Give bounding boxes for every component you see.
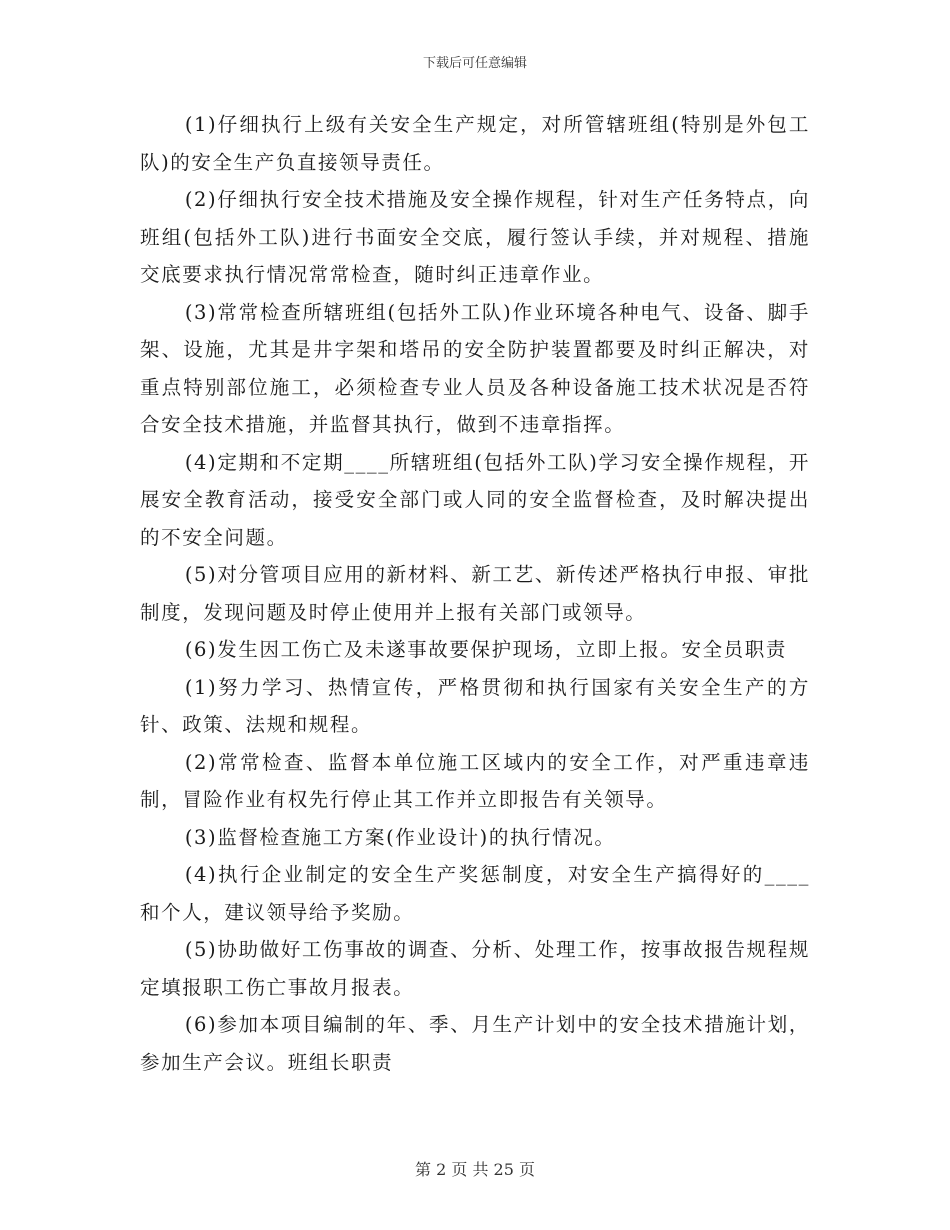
paragraph: (6)发生因工伤亡及未遂事故要保护现场，立即上报。安全员职责 bbox=[184, 638, 787, 661]
page-footer: 第 2 页 共 25 页 bbox=[415, 1160, 535, 1179]
paragraph: (3)监督检查施工方案(作业设计)的执行情况。 bbox=[184, 825, 616, 849]
paragraph: (6)参加本项目编制的年、季、月生产计划中的安全技术措施计划，参加生产会议。班组长职责 bbox=[140, 1013, 810, 1074]
paragraph: (5)协助做好工伤事故的调查、分析、处理工作，按事故报告规程规定填报职工伤亡事故月报表。 bbox=[140, 938, 810, 999]
paragraph: (2)常常检查、监督本单位施工区域内的安全工作，对严重违章违制，冒险作业有权先行停止其工作并立即报告有关领导。 bbox=[140, 750, 810, 811]
paragraph: (2)仔细执行安全技术措施及安全操作规程，针对生产任务特点，向班组(包括外工队)进行书面安全交底，履行签认手续，并对规程、措施交底要求执行情况常常检查，随时纠正违章作业。 bbox=[140, 188, 810, 286]
paragraph: (1)努力学习、热情宣传，严格贯彻和执行国家有关安全生产的方针、政策、法规和规程。 bbox=[140, 675, 810, 736]
document-body bbox=[140, 106, 810, 1081]
paragraph: (1)仔细执行上级有关安全生产规定，对所管辖班组(特别是外包工队)的安全生产负直接领导责任。 bbox=[140, 113, 810, 174]
paragraph: (4)定期和不定期____所辖班组(包括外工队)学习安全操作规程，开展安全教育活动，接受安全部门或人同的安全监督检查，及时解决提出的不安全问题。 bbox=[140, 450, 810, 549]
paragraph: (4)执行企业制定的安全生产奖惩制度，对安全生产搞得好的____和个人，建议领导给予奖励。 bbox=[140, 863, 810, 924]
paragraph: (5)对分管项目应用的新材料、新工艺、新传述严格执行申报、审批制度，发现问题及时停止使用并上报有关部门或领导。 bbox=[140, 563, 810, 624]
paragraph: (3)常常检查所辖班组(包括外工队)作业环境各种电气、设备、脚手架、设施，尤其是井字架和塔吊的安全防护装置都要及时纠正解决，对重点特别部位施工，必须检查专业人员及各种设备施工技术状况是否符合安全技术措施，并监督其执行，做到不违章指挥。 bbox=[140, 300, 810, 436]
page-header: 下载后可任意编辑 bbox=[422, 56, 527, 71]
